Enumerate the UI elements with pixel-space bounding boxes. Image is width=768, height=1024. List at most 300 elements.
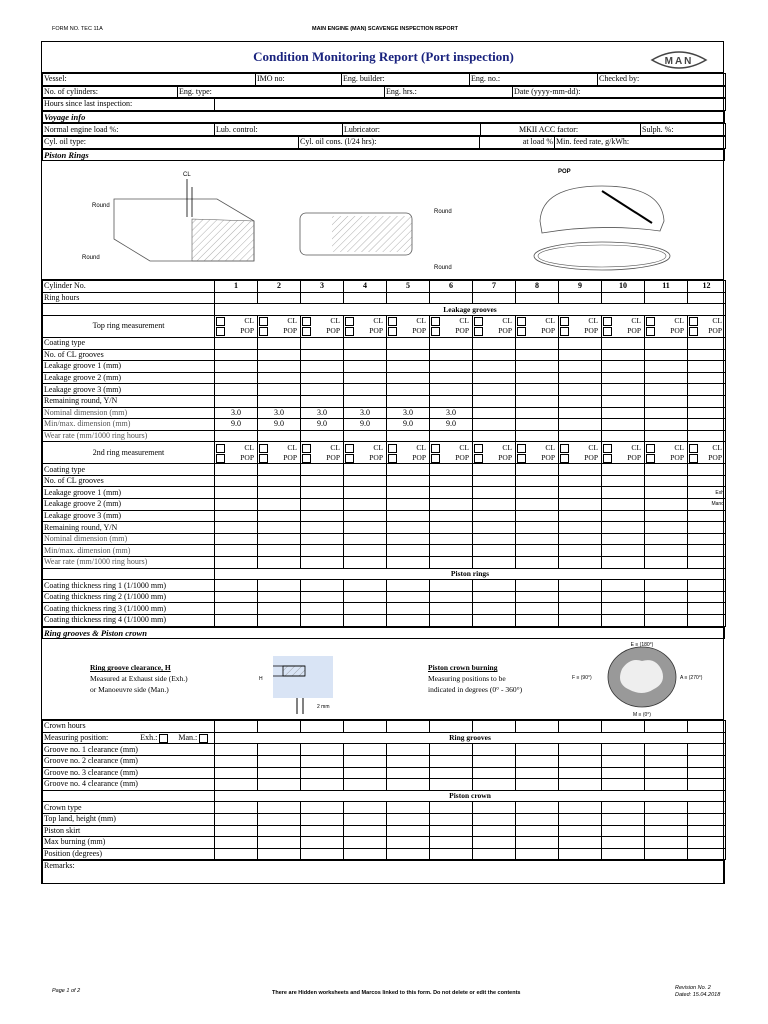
cylinder-cell[interactable] (645, 384, 688, 396)
cylinder-cell[interactable] (645, 837, 688, 849)
cl-checkbox[interactable] (517, 317, 526, 326)
cylinder-cell[interactable] (645, 721, 688, 733)
cylinder-cell[interactable] (602, 837, 645, 849)
cylinder-cell[interactable] (602, 755, 645, 767)
cylinder-cell[interactable] (473, 337, 516, 349)
engine-load-field[interactable]: Normal engine load %: (43, 124, 215, 136)
cylinder-cell[interactable] (559, 802, 602, 814)
cylinder-cell[interactable] (344, 510, 387, 522)
cylinder-cell[interactable] (301, 603, 344, 615)
cl-checkbox[interactable] (474, 444, 483, 453)
cylinder-cell[interactable] (215, 603, 258, 615)
cylinder-cell[interactable] (559, 755, 602, 767)
cylinder-cell[interactable] (344, 813, 387, 825)
cylinder-cell[interactable] (516, 837, 559, 849)
cl-checkbox[interactable] (216, 317, 225, 326)
cylinder-cell[interactable] (602, 813, 645, 825)
cylinder-cell[interactable] (387, 510, 430, 522)
cylinder-cell[interactable] (559, 361, 602, 373)
cl-checkbox[interactable] (345, 444, 354, 453)
cylinder-cell[interactable] (258, 580, 301, 592)
cylinder-cell[interactable] (473, 349, 516, 361)
cl-checkbox[interactable] (560, 444, 569, 453)
exh-checkbox[interactable] (159, 734, 168, 743)
cylinder-cell[interactable] (559, 464, 602, 476)
cylinder-cell[interactable] (387, 744, 430, 756)
cylinder-cell[interactable] (258, 349, 301, 361)
cylinder-cell[interactable] (258, 475, 301, 487)
acc-factor-field[interactable]: MKII ACC factor: (481, 124, 641, 136)
cylinder-cell[interactable] (215, 395, 258, 407)
cylinder-cell[interactable] (688, 337, 726, 349)
cylinder-cell[interactable] (387, 395, 430, 407)
cylinder-cell[interactable] (602, 767, 645, 779)
cylinder-cell[interactable] (516, 802, 559, 814)
pop-checkbox[interactable] (474, 327, 483, 336)
cylinder-cell[interactable] (301, 591, 344, 603)
cylinder-cell[interactable] (430, 499, 473, 511)
cylinder-cell[interactable] (688, 848, 726, 860)
cylinder-cell[interactable] (559, 837, 602, 849)
cylinder-cell[interactable] (645, 475, 688, 487)
cylinder-cell[interactable] (258, 825, 301, 837)
cylinder-cell[interactable] (215, 475, 258, 487)
cylinder-cell[interactable] (559, 591, 602, 603)
cylinder-cell[interactable] (559, 522, 602, 534)
cylinder-cell[interactable] (473, 292, 516, 304)
eng-no-field[interactable]: Eng. no.: (470, 74, 598, 86)
cylinder-cell[interactable] (387, 372, 430, 384)
cylinder-cell[interactable] (602, 779, 645, 791)
cylinder-cell[interactable] (645, 848, 688, 860)
cylinder-cell[interactable] (516, 591, 559, 603)
cylinder-cell[interactable] (559, 721, 602, 733)
sulph-field[interactable]: Sulph. %: (641, 124, 726, 136)
cylinder-cell[interactable] (645, 779, 688, 791)
pop-checkbox[interactable] (259, 454, 268, 463)
cylinder-cell[interactable] (301, 755, 344, 767)
cylinder-cell[interactable] (645, 744, 688, 756)
cylinder-cell[interactable] (688, 510, 726, 522)
pop-checkbox[interactable] (517, 454, 526, 463)
cylinder-cell[interactable] (645, 755, 688, 767)
cylinder-cell[interactable] (258, 395, 301, 407)
cylinder-cell[interactable] (645, 395, 688, 407)
cylinder-cell[interactable] (602, 721, 645, 733)
oil-cons-field[interactable]: Cyl. oil cons. (l/24 hrs): (299, 136, 480, 148)
cylinder-cell[interactable] (215, 744, 258, 756)
cl-checkbox[interactable] (689, 444, 698, 453)
remarks-field[interactable]: Remarks: (43, 861, 725, 884)
cylinder-cell[interactable] (688, 615, 726, 627)
cylinder-cell[interactable] (301, 825, 344, 837)
cylinder-cell[interactable] (258, 591, 301, 603)
eng-hrs-field[interactable]: Eng. hrs.: (385, 86, 513, 98)
cylinder-cell[interactable] (473, 755, 516, 767)
cylinder-cell[interactable] (344, 802, 387, 814)
cylinder-cell[interactable] (258, 744, 301, 756)
cylinder-cell[interactable] (387, 487, 430, 499)
cylinder-cell[interactable] (387, 580, 430, 592)
cylinder-cell[interactable] (602, 499, 645, 511)
cylinder-cell[interactable] (516, 603, 559, 615)
cylinder-cell[interactable] (516, 848, 559, 860)
cylinder-cell[interactable] (473, 464, 516, 476)
cylinder-cell[interactable] (344, 767, 387, 779)
cl-checkbox[interactable] (431, 317, 440, 326)
pop-checkbox[interactable] (302, 327, 311, 336)
pop-checkbox[interactable] (646, 327, 655, 336)
cylinder-cell[interactable] (645, 522, 688, 534)
cylinder-cell[interactable] (301, 510, 344, 522)
cylinder-cell[interactable] (473, 767, 516, 779)
cylinder-cell[interactable] (258, 603, 301, 615)
cl-checkbox[interactable] (689, 317, 698, 326)
cylinder-cell[interactable] (387, 591, 430, 603)
cylinder-cell[interactable] (344, 292, 387, 304)
cylinder-cell[interactable] (516, 372, 559, 384)
lub-control-field[interactable]: Lub. control: (215, 124, 343, 136)
cylinder-cell[interactable] (344, 779, 387, 791)
cylinder-cell[interactable] (430, 580, 473, 592)
cl-checkbox[interactable] (259, 317, 268, 326)
cylinder-cell[interactable] (645, 767, 688, 779)
cylinder-cell[interactable] (344, 721, 387, 733)
cylinder-cell[interactable] (387, 349, 430, 361)
cylinder-cell[interactable] (344, 848, 387, 860)
cylinder-cell[interactable] (473, 837, 516, 849)
cylinder-cell[interactable] (387, 825, 430, 837)
cylinder-cell[interactable] (430, 487, 473, 499)
cylinder-cell[interactable] (258, 813, 301, 825)
cylinder-cell[interactable] (559, 825, 602, 837)
cylinder-cell[interactable] (387, 779, 430, 791)
cylinder-cell[interactable] (473, 580, 516, 592)
cylinder-cell[interactable] (430, 755, 473, 767)
cylinder-cell[interactable] (344, 522, 387, 534)
cylinder-cell[interactable] (688, 767, 726, 779)
cylinder-cell[interactable] (559, 372, 602, 384)
cl-checkbox[interactable] (259, 444, 268, 453)
cylinder-cell[interactable] (473, 510, 516, 522)
cylinder-cell[interactable] (430, 395, 473, 407)
cylinder-cell[interactable] (387, 522, 430, 534)
cylinder-cell[interactable] (688, 837, 726, 849)
cylinder-cell[interactable] (516, 361, 559, 373)
cylinder-cell[interactable] (645, 813, 688, 825)
cylinder-cell[interactable] (516, 384, 559, 396)
cylinder-cell[interactable] (387, 615, 430, 627)
cylinder-cell[interactable] (559, 337, 602, 349)
cl-checkbox[interactable] (474, 317, 483, 326)
cylinder-cell[interactable] (258, 767, 301, 779)
cylinder-cell[interactable] (215, 825, 258, 837)
cl-checkbox[interactable] (388, 317, 397, 326)
cylinder-cell[interactable] (645, 499, 688, 511)
cylinder-cell[interactable] (688, 779, 726, 791)
cylinder-cell[interactable] (559, 744, 602, 756)
cylinder-cell[interactable] (215, 802, 258, 814)
cylinder-cell[interactable] (688, 591, 726, 603)
cylinder-cell[interactable] (430, 744, 473, 756)
cylinder-cell[interactable] (258, 848, 301, 860)
cylinder-cell[interactable] (301, 337, 344, 349)
pop-checkbox[interactable] (302, 454, 311, 463)
cylinder-cell[interactable] (301, 615, 344, 627)
pop-checkbox[interactable] (345, 454, 354, 463)
cylinder-cell[interactable] (258, 510, 301, 522)
cylinder-cell[interactable] (516, 510, 559, 522)
cylinder-cell[interactable] (215, 384, 258, 396)
cylinder-cell[interactable] (387, 475, 430, 487)
cylinder-cell[interactable] (430, 337, 473, 349)
pop-checkbox[interactable] (388, 327, 397, 336)
cylinder-cell[interactable] (301, 848, 344, 860)
cylinder-cell[interactable] (387, 603, 430, 615)
vessel-field[interactable]: Vessel: (43, 74, 256, 86)
cylinder-cell[interactable] (258, 499, 301, 511)
cylinder-cell[interactable] (301, 580, 344, 592)
cylinder-cell[interactable] (645, 372, 688, 384)
cylinder-cell[interactable] (215, 591, 258, 603)
cylinder-cell[interactable] (430, 384, 473, 396)
cylinder-cell[interactable] (301, 767, 344, 779)
cylinder-cell[interactable] (559, 349, 602, 361)
cylinder-cell[interactable] (516, 395, 559, 407)
cylinder-cell[interactable] (215, 522, 258, 534)
cylinder-cell[interactable] (215, 499, 258, 511)
cylinder-cell[interactable] (301, 475, 344, 487)
eng-type-field[interactable]: Eng. type: (178, 86, 385, 98)
cylinder-cell[interactable] (602, 372, 645, 384)
cylinder-cell[interactable] (430, 591, 473, 603)
cylinder-cell[interactable] (645, 825, 688, 837)
cylinder-cell[interactable] (559, 475, 602, 487)
pop-checkbox[interactable] (603, 454, 612, 463)
cylinder-cell[interactable] (301, 522, 344, 534)
cylinder-cell[interactable] (215, 755, 258, 767)
cylinder-cell[interactable] (688, 475, 726, 487)
cylinder-cell[interactable] (516, 744, 559, 756)
cylinder-cell[interactable] (602, 802, 645, 814)
cylinder-cell[interactable] (516, 349, 559, 361)
cylinder-cell[interactable] (645, 292, 688, 304)
cylinder-cell[interactable] (645, 603, 688, 615)
cylinder-cell[interactable] (344, 591, 387, 603)
cl-checkbox[interactable] (646, 444, 655, 453)
cylinder-cell[interactable] (387, 767, 430, 779)
pop-checkbox[interactable] (646, 454, 655, 463)
cylinder-cell[interactable] (473, 744, 516, 756)
cylinder-cell[interactable] (602, 510, 645, 522)
cylinder-cell[interactable] (301, 721, 344, 733)
cylinder-cell[interactable] (516, 464, 559, 476)
cylinder-cell[interactable] (645, 591, 688, 603)
cylinder-cell[interactable] (387, 802, 430, 814)
cylinder-cell[interactable] (387, 755, 430, 767)
cylinder-cell[interactable] (344, 384, 387, 396)
cl-checkbox[interactable] (603, 317, 612, 326)
cylinder-cell[interactable] (301, 292, 344, 304)
cylinder-cell[interactable] (430, 372, 473, 384)
cylinder-cell[interactable] (602, 848, 645, 860)
cylinder-cell[interactable] (430, 813, 473, 825)
cylinder-cell[interactable] (344, 395, 387, 407)
cylinder-cell[interactable] (344, 337, 387, 349)
cylinder-cell[interactable] (344, 603, 387, 615)
pop-checkbox[interactable] (689, 327, 698, 336)
cylinder-cell[interactable] (602, 825, 645, 837)
cylinder-cell[interactable] (215, 767, 258, 779)
cylinder-cell[interactable] (473, 848, 516, 860)
cylinder-cell[interactable] (387, 464, 430, 476)
pop-checkbox[interactable] (388, 454, 397, 463)
cl-checkbox[interactable] (517, 444, 526, 453)
cylinder-cell[interactable] (301, 361, 344, 373)
cylinder-cell[interactable] (258, 361, 301, 373)
cylinder-cell[interactable] (387, 499, 430, 511)
cylinder-cell[interactable] (430, 837, 473, 849)
cylinder-cell[interactable] (602, 522, 645, 534)
cylinder-cell[interactable] (215, 337, 258, 349)
cylinder-cell[interactable] (688, 292, 726, 304)
cylinder-cell[interactable] (602, 591, 645, 603)
cylinder-cell[interactable] (559, 813, 602, 825)
cylinder-cell[interactable] (430, 802, 473, 814)
cylinder-cell[interactable] (516, 499, 559, 511)
cylinder-cell[interactable] (516, 755, 559, 767)
cylinder-cell[interactable] (301, 372, 344, 384)
cylinder-cell[interactable] (301, 487, 344, 499)
cylinder-cell[interactable] (473, 487, 516, 499)
cl-checkbox[interactable] (431, 444, 440, 453)
cylinder-cell[interactable] (430, 464, 473, 476)
cylinder-cell[interactable] (688, 721, 726, 733)
cylinder-cell[interactable] (516, 522, 559, 534)
cl-checkbox[interactable] (345, 317, 354, 326)
cylinder-cell[interactable] (258, 292, 301, 304)
cylinder-cell[interactable] (258, 487, 301, 499)
eng-builder-field[interactable]: Eng. builder: (342, 74, 470, 86)
cylinder-cell[interactable] (559, 395, 602, 407)
cylinder-cell[interactable] (258, 837, 301, 849)
cylinder-cell[interactable] (258, 464, 301, 476)
cylinder-cell[interactable] (258, 522, 301, 534)
cylinder-cell[interactable] (215, 487, 258, 499)
cylinder-cell[interactable] (430, 292, 473, 304)
cylinder-cell[interactable] (430, 615, 473, 627)
cylinder-cell[interactable] (344, 372, 387, 384)
cylinder-cell[interactable] (645, 615, 688, 627)
cylinder-cell[interactable] (559, 384, 602, 396)
cylinder-cell[interactable] (602, 464, 645, 476)
cylinder-cell[interactable] (688, 522, 726, 534)
cylinder-cell[interactable] (430, 522, 473, 534)
man-checkbox[interactable] (199, 734, 208, 743)
cl-checkbox[interactable] (388, 444, 397, 453)
cylinder-cell[interactable] (344, 755, 387, 767)
cylinder-cell[interactable] (473, 475, 516, 487)
cylinder-cell[interactable] (688, 744, 726, 756)
cylinder-cell[interactable] (301, 349, 344, 361)
date-field[interactable]: Date (yyyy-mm-dd): (513, 86, 726, 98)
cylinder-cell[interactable] (688, 372, 726, 384)
cylinder-cell[interactable] (430, 510, 473, 522)
cylinder-cell[interactable] (516, 779, 559, 791)
cylinder-cell[interactable] (645, 510, 688, 522)
cylinder-cell[interactable] (602, 384, 645, 396)
pop-checkbox[interactable] (689, 454, 698, 463)
cylinder-cell[interactable] (387, 361, 430, 373)
cl-checkbox[interactable] (646, 317, 655, 326)
cylinder-cell[interactable] (602, 580, 645, 592)
cylinder-cell[interactable] (516, 475, 559, 487)
cylinder-cell[interactable] (215, 464, 258, 476)
cylinder-cell[interactable] (344, 349, 387, 361)
cylinder-cell[interactable] (688, 395, 726, 407)
cylinder-cell[interactable] (473, 721, 516, 733)
cylinder-cell[interactable] (258, 721, 301, 733)
exh-side-note[interactable]: Exh (688, 487, 726, 499)
cylinder-cell[interactable] (215, 292, 258, 304)
cylinder-cell[interactable] (387, 848, 430, 860)
cylinder-cell[interactable] (301, 384, 344, 396)
cylinder-cell[interactable] (602, 487, 645, 499)
cylinder-cell[interactable] (430, 721, 473, 733)
cylinder-cell[interactable] (645, 361, 688, 373)
cylinder-cell[interactable] (215, 361, 258, 373)
cylinder-cell[interactable] (559, 292, 602, 304)
lubricator-field[interactable]: Lubricator: (343, 124, 481, 136)
cylinder-cell[interactable] (473, 499, 516, 511)
cl-checkbox[interactable] (560, 317, 569, 326)
cylinder-cell[interactable] (215, 813, 258, 825)
cylinder-cell[interactable] (602, 292, 645, 304)
imo-field[interactable]: IMO no: (256, 74, 342, 86)
cylinder-cell[interactable] (258, 372, 301, 384)
cylinder-cell[interactable] (688, 384, 726, 396)
cylinder-cell[interactable] (473, 615, 516, 627)
cylinder-cell[interactable] (645, 580, 688, 592)
cylinder-cell[interactable] (473, 372, 516, 384)
cylinder-cell[interactable] (258, 615, 301, 627)
cylinder-cell[interactable] (344, 499, 387, 511)
cylinder-cell[interactable] (301, 464, 344, 476)
cylinder-cell[interactable] (258, 755, 301, 767)
cylinder-cell[interactable] (344, 464, 387, 476)
cylinder-cell[interactable] (602, 337, 645, 349)
cylinder-cell[interactable] (516, 580, 559, 592)
cylinder-cell[interactable] (387, 721, 430, 733)
no-cylinders-field[interactable]: No. of cylinders: (43, 86, 178, 98)
cylinder-cell[interactable] (602, 361, 645, 373)
cylinder-cell[interactable] (344, 361, 387, 373)
cylinder-cell[interactable] (645, 802, 688, 814)
cylinder-cell[interactable] (645, 349, 688, 361)
cylinder-cell[interactable] (344, 475, 387, 487)
cylinder-cell[interactable] (602, 475, 645, 487)
cylinder-cell[interactable] (559, 580, 602, 592)
cylinder-cell[interactable] (602, 395, 645, 407)
cylinder-cell[interactable] (301, 802, 344, 814)
pop-checkbox[interactable] (517, 327, 526, 336)
cylinder-cell[interactable] (516, 615, 559, 627)
pop-checkbox[interactable] (474, 454, 483, 463)
cylinder-cell[interactable] (215, 837, 258, 849)
cylinder-cell[interactable] (430, 825, 473, 837)
cylinder-cell[interactable] (559, 510, 602, 522)
cylinder-cell[interactable] (387, 292, 430, 304)
